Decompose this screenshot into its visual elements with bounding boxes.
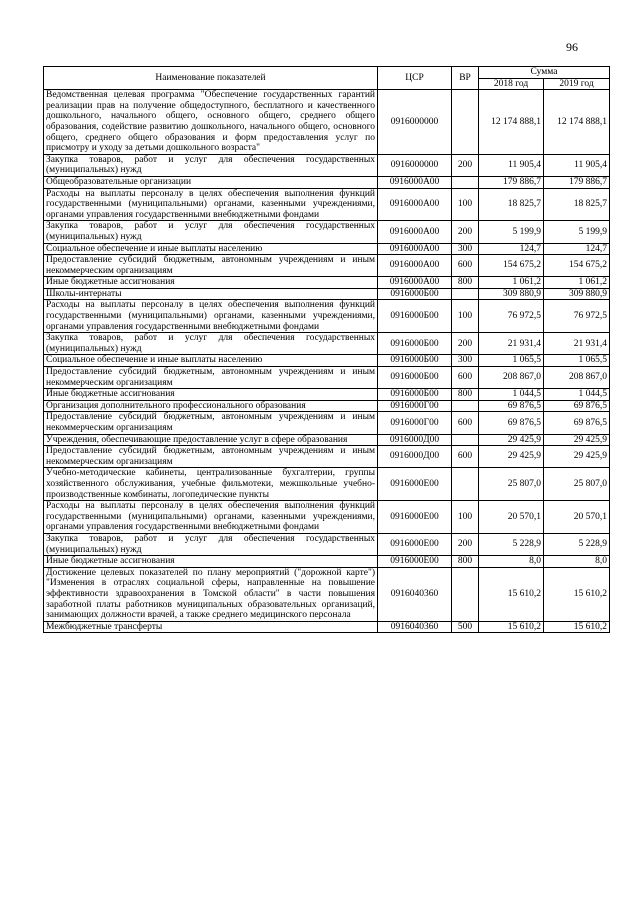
row-vr: 100 [452, 188, 479, 221]
row-name: Предоставление субсидий бюджетным, автономным учреждениям и иным некоммерческим организациям [44, 255, 378, 277]
table-row [44, 621, 610, 633]
header-csr: ЦСР [378, 67, 452, 90]
row-name: Иные бюджетные ассигнования [44, 389, 378, 401]
row-sum-2019: 208 867,0 [544, 367, 610, 389]
row-csr: 0916000Б00 [378, 367, 452, 389]
table-row [44, 300, 610, 333]
table-row [44, 412, 610, 434]
row-csr: 0916000Е00 [378, 533, 452, 555]
row-csr: 0916000А00 [378, 176, 452, 188]
row-sum-2019: 29 425,9 [544, 446, 610, 468]
row-vr: 600 [452, 367, 479, 389]
row-vr [452, 90, 479, 155]
table-row [44, 501, 610, 534]
row-csr: 0916000А00 [378, 243, 452, 255]
row-sum-2018: 29 425,9 [479, 434, 544, 446]
budget-table [43, 66, 610, 633]
header-year-2018: 2018 год [479, 78, 544, 90]
row-name: Организация дополнительного профессионального образования [44, 400, 378, 412]
row-sum-2018: 11 905,4 [479, 154, 544, 176]
row-name: Общеобразовательные организации [44, 176, 378, 188]
table-row [44, 434, 610, 446]
row-sum-2018: 1 061,2 [479, 277, 544, 289]
row-sum-2019: 21 931,4 [544, 333, 610, 355]
row-name: Школы-интернаты [44, 288, 378, 300]
row-sum-2019: 124,7 [544, 243, 610, 255]
table-row [44, 288, 610, 300]
row-sum-2018: 5 228,9 [479, 533, 544, 555]
row-vr: 100 [452, 300, 479, 333]
row-csr: 0916000Б00 [378, 389, 452, 401]
table-row [44, 355, 610, 367]
row-vr: 200 [452, 154, 479, 176]
table-row [44, 221, 610, 243]
table-row [44, 556, 610, 568]
row-name: Предоставление субсидий бюджетным, автономным учреждениям и иным некоммерческим организациям [44, 446, 378, 468]
row-vr: 300 [452, 355, 479, 367]
row-vr: 200 [452, 221, 479, 243]
row-vr: 800 [452, 556, 479, 568]
table-row [44, 154, 610, 176]
table-row [44, 90, 610, 155]
row-name: Социальное обеспечение и иные выплаты населению [44, 355, 378, 367]
header-year-2019: 2019 год [544, 78, 610, 90]
row-csr: 0916000А00 [378, 255, 452, 277]
row-name: Закупка товаров, работ и услуг для обеспечения государственных (муниципальных) нужд [44, 221, 378, 243]
row-name: Ведомственная целевая программа "Обеспечение государственных гарантий реализации прав на получение общедоступного, бесплатного и качественного дошкольного, начального общего, основного общего, среднего общего образования, содействие развитию дошкольного, начального общего, основного общего, среднего общего образования и форм предоставления услуг по присмотру и уходу за детьми дошкольного возраста" [44, 90, 378, 155]
table-row [44, 446, 610, 468]
row-name: Закупка товаров, работ и услуг для обеспечения государственных (муниципальных) нужд [44, 154, 378, 176]
row-name: Закупка товаров, работ и услуг для обеспечения государственных (муниципальных) нужд [44, 533, 378, 555]
table-row [44, 533, 610, 555]
row-sum-2018: 69 876,5 [479, 400, 544, 412]
row-vr: 100 [452, 501, 479, 534]
row-sum-2019: 179 886,7 [544, 176, 610, 188]
row-csr: 0916000Б00 [378, 333, 452, 355]
row-sum-2018: 8,0 [479, 556, 544, 568]
row-name: Межбюджетные трансферты [44, 621, 378, 633]
row-name: Учебно-методические кабинеты, централизованные бухгалтерии, группы хозяйственного обслуживания, учебные фильмотеки, межшкольные учебно-производственные комбинаты, логопедические пункты [44, 468, 378, 501]
row-vr: 200 [452, 533, 479, 555]
row-name: Иные бюджетные ассигнования [44, 556, 378, 568]
row-csr: 0916000Б00 [378, 355, 452, 367]
row-csr: 0916000Е00 [378, 556, 452, 568]
row-csr: 0916000Д00 [378, 434, 452, 446]
row-csr: 0916000000 [378, 154, 452, 176]
table-row [44, 243, 610, 255]
row-vr: 600 [452, 446, 479, 468]
row-csr: 0916000Е00 [378, 468, 452, 501]
table-row [44, 367, 610, 389]
row-sum-2019: 1 044,5 [544, 389, 610, 401]
table-row [44, 333, 610, 355]
row-sum-2018: 15 610,2 [479, 567, 544, 621]
table-row [44, 277, 610, 289]
row-vr [452, 567, 479, 621]
row-sum-2019: 8,0 [544, 556, 610, 568]
table-row [44, 176, 610, 188]
row-name: Учреждения, обеспечивающие предоставление услуг в сфере образования [44, 434, 378, 446]
table-row [44, 255, 610, 277]
row-sum-2019: 1 065,5 [544, 355, 610, 367]
table-row [44, 567, 610, 621]
row-vr [452, 468, 479, 501]
row-sum-2018: 208 867,0 [479, 367, 544, 389]
row-name: Расходы на выплаты персоналу в целях обеспечения выполнения функций государственными (муниципальными) органами, казенными учреждениями, органами управления государственными внебюджетными фондами [44, 501, 378, 534]
row-name: Предоставление субсидий бюджетным, автономным учреждениям и иным некоммерческим организациям [44, 367, 378, 389]
row-sum-2018: 21 931,4 [479, 333, 544, 355]
row-csr: 0916040360 [378, 567, 452, 621]
row-vr: 600 [452, 412, 479, 434]
row-name: Социальное обеспечение и иные выплаты населению [44, 243, 378, 255]
row-vr [452, 176, 479, 188]
row-sum-2018: 124,7 [479, 243, 544, 255]
row-sum-2018: 5 199,9 [479, 221, 544, 243]
row-sum-2018: 18 825,7 [479, 188, 544, 221]
row-sum-2018: 29 425,9 [479, 446, 544, 468]
row-csr: 0916000Д00 [378, 446, 452, 468]
row-csr: 0916040360 [378, 621, 452, 633]
row-sum-2019: 18 825,7 [544, 188, 610, 221]
row-csr: 0916000А00 [378, 188, 452, 221]
row-sum-2018: 309 880,9 [479, 288, 544, 300]
row-csr: 0916000Е00 [378, 501, 452, 534]
row-name: Закупка товаров, работ и услуг для обеспечения государственных (муниципальных) нужд [44, 333, 378, 355]
row-csr: 0916000Г00 [378, 400, 452, 412]
row-name: Расходы на выплаты персоналу в целях обеспечения выполнения функций государственными (муниципальными) органами, казенными учреждениями, органами управления государственными внебюджетными фондами [44, 188, 378, 221]
row-name: Достижение целевых показателей по плану мероприятий ("дорожной карте") "Изменения в отраслях социальной сферы, направленные на повышение эффективности здравоохранения в Томской области" в части повышения заработной платы работников муниципальных образовательных организаций, занимающих должности врачей, а также среднего медицинского персонала [44, 567, 378, 621]
row-vr [452, 400, 479, 412]
row-sum-2019: 76 972,5 [544, 300, 610, 333]
row-sum-2018: 25 807,0 [479, 468, 544, 501]
row-name: Расходы на выплаты персоналу в целях обеспечения выполнения функций государственными (муниципальными) органами, казенными учреждениями, органами управления государственными внебюджетными фондами [44, 300, 378, 333]
table-body [44, 90, 610, 633]
row-vr: 800 [452, 389, 479, 401]
header-name: Наименование показателей [44, 67, 378, 90]
row-sum-2019: 69 876,5 [544, 400, 610, 412]
row-name: Иные бюджетные ассигнования [44, 277, 378, 289]
row-sum-2019: 1 061,2 [544, 277, 610, 289]
header-vr: ВР [452, 67, 479, 90]
row-vr: 500 [452, 621, 479, 633]
row-sum-2019: 5 199,9 [544, 221, 610, 243]
row-sum-2019: 25 807,0 [544, 468, 610, 501]
row-sum-2018: 1 044,5 [479, 389, 544, 401]
table-row [44, 468, 610, 501]
table-row [44, 389, 610, 401]
row-sum-2019: 15 610,2 [544, 621, 610, 633]
row-sum-2018: 154 675,2 [479, 255, 544, 277]
row-sum-2019: 12 174 888,1 [544, 90, 610, 155]
row-csr: 0916000А00 [378, 221, 452, 243]
row-vr: 300 [452, 243, 479, 255]
row-sum-2018: 1 065,5 [479, 355, 544, 367]
row-sum-2019: 15 610,2 [544, 567, 610, 621]
row-sum-2019: 29 425,9 [544, 434, 610, 446]
row-csr: 0916000Г00 [378, 412, 452, 434]
row-sum-2019: 5 228,9 [544, 533, 610, 555]
row-sum-2019: 11 905,4 [544, 154, 610, 176]
header-sum: Сумма [479, 67, 610, 79]
row-vr [452, 288, 479, 300]
row-csr: 0916000000 [378, 90, 452, 155]
row-vr [452, 434, 479, 446]
row-name: Предоставление субсидий бюджетным, автономным учреждениям и иным некоммерческим организациям [44, 412, 378, 434]
row-vr: 200 [452, 333, 479, 355]
row-csr: 0916000А00 [378, 277, 452, 289]
row-csr: 0916000Б00 [378, 300, 452, 333]
row-sum-2018: 69 876,5 [479, 412, 544, 434]
row-sum-2018: 12 174 888,1 [479, 90, 544, 155]
row-sum-2018: 179 886,7 [479, 176, 544, 188]
row-vr: 800 [452, 277, 479, 289]
row-csr: 0916000Б00 [378, 288, 452, 300]
table-row [44, 400, 610, 412]
table-row [44, 188, 610, 221]
row-sum-2019: 20 570,1 [544, 501, 610, 534]
row-sum-2018: 20 570,1 [479, 501, 544, 534]
row-sum-2018: 15 610,2 [479, 621, 544, 633]
row-sum-2019: 69 876,5 [544, 412, 610, 434]
row-vr: 600 [452, 255, 479, 277]
row-sum-2019: 154 675,2 [544, 255, 610, 277]
page-number: 96 [566, 40, 578, 54]
row-sum-2018: 76 972,5 [479, 300, 544, 333]
row-sum-2019: 309 880,9 [544, 288, 610, 300]
